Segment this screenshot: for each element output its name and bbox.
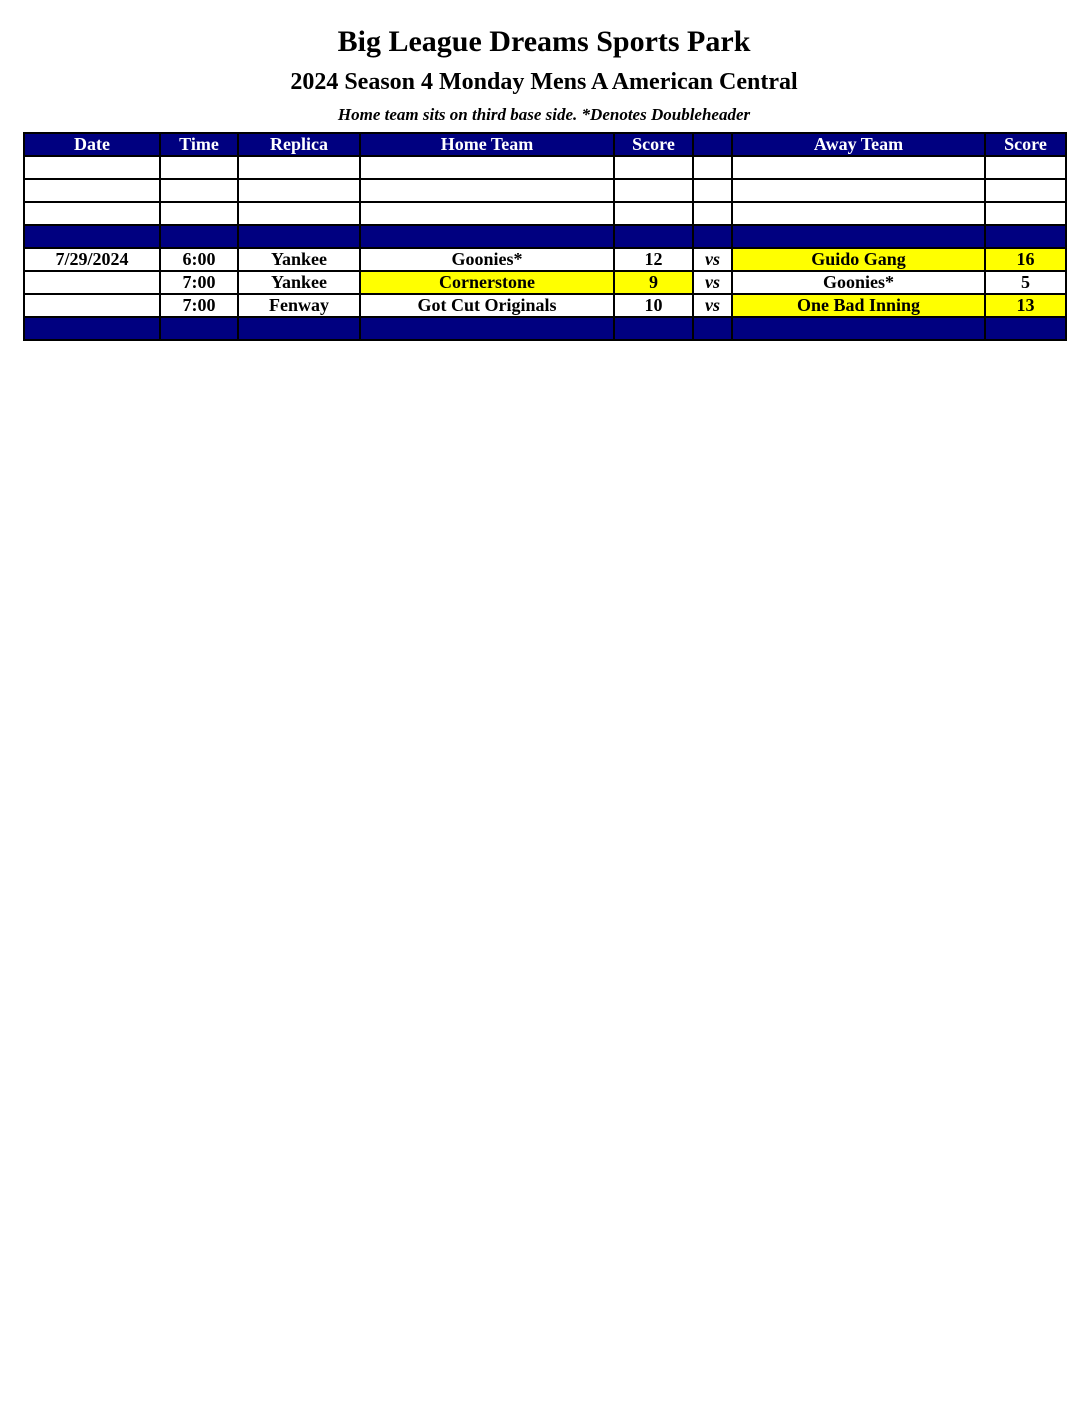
col-header-replica: Replica [238, 133, 360, 156]
away-team: Guido Gang [732, 248, 985, 271]
col-header-away-team: Away Team [732, 133, 985, 156]
empty-row [24, 179, 1066, 202]
col-header-home-score: Score [614, 133, 693, 156]
home-team: Cornerstone [360, 271, 614, 294]
home-team: Goonies* [360, 248, 614, 271]
away-team: Goonies* [732, 271, 985, 294]
home-score: 12 [614, 248, 693, 271]
away-score: 16 [985, 248, 1066, 271]
game-time: 6:00 [160, 248, 238, 271]
col-header-home-team: Home Team [360, 133, 614, 156]
header-row [24, 133, 1066, 156]
away-score: 5 [985, 271, 1066, 294]
game-replica: Yankee [238, 271, 360, 294]
game-row [24, 294, 1066, 317]
game-date [24, 271, 160, 294]
col-header-vs [693, 133, 732, 156]
game-replica: Fenway [238, 294, 360, 317]
away-score: 13 [985, 294, 1066, 317]
col-header-date: Date [24, 133, 160, 156]
separator-band-row [24, 225, 1066, 248]
game-date [24, 294, 160, 317]
game-date: 7/29/2024 [24, 248, 160, 271]
home-score: 9 [614, 271, 693, 294]
away-team: One Bad Inning [732, 294, 985, 317]
empty-row [24, 202, 1066, 225]
game-row [24, 271, 1066, 294]
game-time: 7:00 [160, 294, 238, 317]
page-title: Big League Dreams Sports Park [337, 25, 751, 58]
vs-label: vs [693, 294, 732, 317]
separator-band-row [24, 317, 1066, 340]
schedule-table [23, 132, 1067, 341]
doubleheader-note: Home team sits on third base side. *Denotes Doubleheader [337, 105, 751, 124]
vs-label: vs [693, 248, 732, 271]
col-header-time: Time [160, 133, 238, 156]
col-header-away-score: Score [985, 133, 1066, 156]
home-score: 10 [614, 294, 693, 317]
home-team: Got Cut Originals [360, 294, 614, 317]
game-time: 7:00 [160, 271, 238, 294]
vs-label: vs [693, 271, 732, 294]
game-replica: Yankee [238, 248, 360, 271]
game-row [24, 248, 1066, 271]
empty-row [24, 156, 1066, 179]
league-subtitle: 2024 Season 4 Monday Mens A American Central [290, 69, 798, 95]
